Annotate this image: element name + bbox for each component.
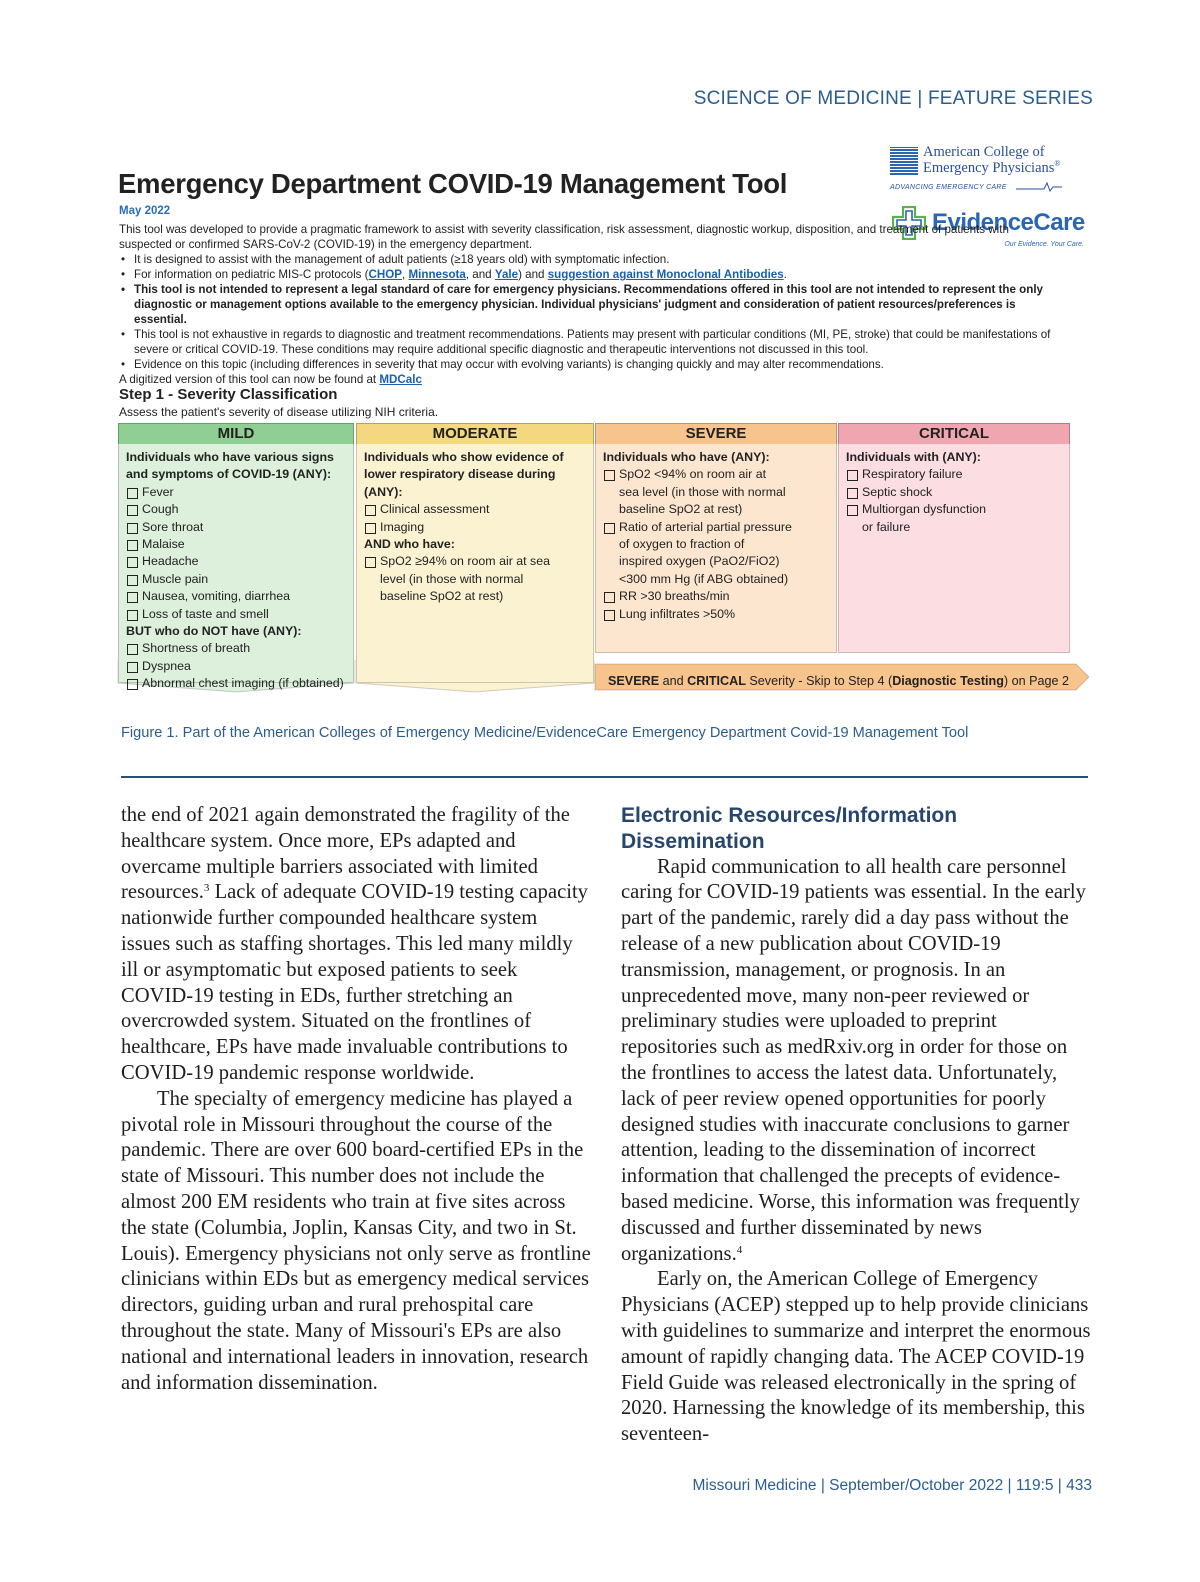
checkbox-item: RR >30 breaths/min: [603, 588, 829, 605]
checkbox-item: Sore throat: [126, 519, 346, 536]
body-paragraph: The specialty of emergency medicine has played a pivotal role in Missouri throughout the course of the pandemic. There are over 600 board-certified EPs in the state of Missouri. This number does not include the almost 200 EM residents who train at five sites across the state (Columbia, Joplin, Kansas City, and two in St. Louis). Emergency physicians not only serve as frontline clinicians within EDs but as emergency medical services directors, guiding urban and rural prehospital care throughout the state. Many of Missouri's EPs are also national and international leaders in innovation, research and information dissemination.: [121, 1087, 591, 1394]
checkbox-item: Imaging: [364, 519, 586, 536]
acep-logo: [888, 144, 1088, 202]
series-header: SCIENCE OF MEDICINE | FEATURE SERIES: [693, 88, 1093, 109]
section-divider: [121, 776, 1088, 778]
acep-grid-icon: [890, 147, 918, 175]
checkbox-item: Cough: [126, 501, 346, 518]
checkbox-item: Muscle pain: [126, 571, 346, 588]
left-column: [121, 803, 591, 1396]
checkbox-item: Septic shock: [846, 484, 1062, 501]
heartbeat-line-icon: [1016, 182, 1062, 192]
body-paragraph: Early on, the American College of Emergency Physicians (ACEP) stepped up to help provide clinicians with guidelines to summarize and interpret the enormous amount of rapidly changing data. The ACEP COVID-19 Field Guide was released electronically in the spring of 2020. Harnessing the knowledge of its membership, this seventeen-: [621, 1268, 1091, 1446]
intro-bullet: • This tool is not exhaustive in regards to diagnostic and treatment recommendations. Patients may present with particular conditions (MI, PE, stroke) that could be manifestations of severe or critical COVID-19. These conditions may require additional specific diagnostic and therapeutic interventions not discussed in this tool.: [119, 327, 1059, 357]
checkbox-item: Malaise: [126, 536, 346, 553]
checkbox-item: Shortness of breath: [126, 640, 346, 657]
checkbox-item: Fever: [126, 484, 346, 501]
evidencecare-name: EvidenceCare: [932, 209, 1085, 236]
right-column: [621, 803, 1091, 1448]
checkbox-item: Lung infiltrates >50%: [603, 606, 829, 623]
severity-moderate: MODERATE Individuals who show evidence of lower respiratory disease during (ANY): Clinical assessment Imaging AND who have: SpO2 ≥94% on room air at sea level (in those with normal baseline SpO2 at rest): [356, 423, 594, 683]
severe-header: SEVERE: [595, 423, 837, 445]
severity-mild: MILD Individuals who have various signs and symptoms of COVID-19 (ANY): Fever Cough Sore throat Malaise Headache Muscle pain Nausea, vomiting, diarrhea Loss of taste and smell BUT who do NOT have (ANY): Shortness of breath Dyspnea Abnormal chest imaging (if obtained): [118, 423, 354, 683]
acep-tagline: ADVANCING EMERGENCY CARE: [890, 184, 1007, 191]
section-heading: Electronic Resources/Information Dissemination: [621, 804, 958, 853]
step-subtitle: Assess the patient's severity of disease utilizing NIH criteria.: [119, 405, 439, 419]
step-title: Step 1 - Severity Classification: [119, 386, 338, 403]
critical-header: CRITICAL: [838, 423, 1070, 445]
tool-date: May 2022: [119, 205, 171, 217]
tool-title: Emergency Department COVID-19 Management Tool: [118, 168, 788, 199]
moderate-header: MODERATE: [356, 423, 594, 445]
tool-intro: [119, 222, 1059, 387]
minnesota-link[interactable]: Minnesota: [408, 268, 466, 281]
checkbox-item: Multiorgan dysfunction: [846, 501, 1062, 518]
checkbox-item: Clinical assessment: [364, 501, 586, 518]
checkbox-item: Headache: [126, 553, 346, 570]
intro-bullet: • It is designed to assist with the management of adult patients (≥18 years old) with symptomatic infection.: [119, 252, 1059, 267]
checkbox-item: Respiratory failure: [846, 466, 1062, 483]
page-footer: Missouri Medicine | September/October 2022 | 119:5 | 433: [692, 1477, 1092, 1494]
intro-bullet: • Evidence on this topic (including differences in severity that may occur with evolving variants) is changing quickly and may alter recommendations.: [119, 357, 1059, 372]
skip-to-step4-note: SEVERE and CRITICAL Severity - Skip to Step 4 (Diagnostic Testing) on Page 2: [608, 674, 1070, 688]
checkbox-item: Dyspnea: [126, 658, 346, 675]
yale-link[interactable]: Yale: [494, 268, 519, 281]
checkbox-item: Nausea, vomiting, diarrhea: [126, 588, 346, 605]
body-paragraph: Rapid communication to all health care personnel caring for COVID-19 patients was essential. In the early part of the pandemic, rarely did a day pass without the release of a new publication about COVID-19 transmission, management, or prognosis. In an unprecedented move, many non-peer reviewed or preliminary studies were uploaded to preprint repositories such as medRxiv.org in order for those on the frontlines to access the latest data. Unfortunately, lack of peer review opened opportunities for poorly designed studies with inaccurate conclusions to garner attention, leading to the dissemination of incorrect information that challenged the precepts of evidence-based medicine. Worse, this information was frequently discussed and further disseminated by news organizations.$^4$: [621, 855, 1086, 1265]
digitized-note: A digitized version of this tool can now be found at MDCalc: [119, 373, 422, 386]
evidencecare-tagline: Our Evidence. Your Care.: [1004, 241, 1084, 248]
monoclonal-antibodies-link[interactable]: suggestion against Monoclonal Antibodies: [547, 268, 784, 281]
intro-bullet: • This tool is not intended to represent a legal standard of care for emergency physicians. Recommendations offered in this tool are not intended to represent the only diagnostic or management options available to the emergency physician. Individual physicians' judgment and consideration of patient resources/preferences is essential.: [119, 282, 1059, 327]
mild-header: MILD: [118, 423, 354, 445]
chop-link[interactable]: CHOP: [368, 268, 403, 281]
checkbox-item: Ratio of arterial partial pressure: [603, 519, 829, 536]
checkbox-item: Abnormal chest imaging (if obtained): [126, 675, 346, 692]
intro-paragraph: This tool was developed to provide a pragmatic framework to assist with severity classification, risk assessment, diagnostic workup, disposition, and treatment of patients with suspected or confirmed SARS-CoV-2 (COVID-19) in the emergency department.: [119, 223, 1009, 251]
checkbox-item: SpO2 ≥94% on room air at sea: [364, 553, 586, 570]
severity-severe: SEVERE Individuals who have (ANY): SpO2 <94% on room air at sea level (in those with normal baseline SpO2 at rest) Ratio of arterial partial pressure of oxygen to fraction of inspired oxygen (PaO2/FiO2) <300 mm Hg (if ABG obtained) RR >30 breaths/min Lung infiltrates >50%: [595, 423, 837, 653]
figure-caption: Figure 1. Part of the American Colleges of Emergency Medicine/EvidenceCare Emergency Department Covid-19 Management Tool: [121, 725, 969, 741]
severity-critical: CRITICAL Individuals with (ANY): Respiratory failure Septic shock Multiorgan dysfunction or failure: [838, 423, 1070, 653]
checkbox-item: SpO2 <94% on room air at: [603, 466, 829, 483]
intro-bullets: [119, 252, 1059, 372]
acep-name: American College of Emergency Physicians®: [923, 144, 1061, 176]
intro-bullet: • For information on pediatric MIS-C protocols (CHOP, Minnesota, and Yale) and suggestion against Monoclonal Antibodies.: [119, 267, 1059, 282]
mdcalc-link[interactable]: MDCalc: [379, 373, 422, 386]
body-paragraph: the end of 2021 again demonstrated the fragility of the healthcare system. Once more, EPs adapted and overcame multiple barriers associated with limited resources.$^3$ Lack of adequate COVID-19 testing capacity nationwide further compounded healthcare system issues such as staffing shortages. This led many mildly ill or asymptomatic but exposed patients to seek COVID-19 testing in EDs, further stretching an overcrowded system. Situated on the frontlines of healthcare, EPs have made invaluable contributions to COVID-19 pandemic response worldwide.: [121, 804, 588, 1084]
checkbox-item: Loss of taste and smell: [126, 606, 346, 623]
figure-management-tool: [116, 140, 1091, 710]
